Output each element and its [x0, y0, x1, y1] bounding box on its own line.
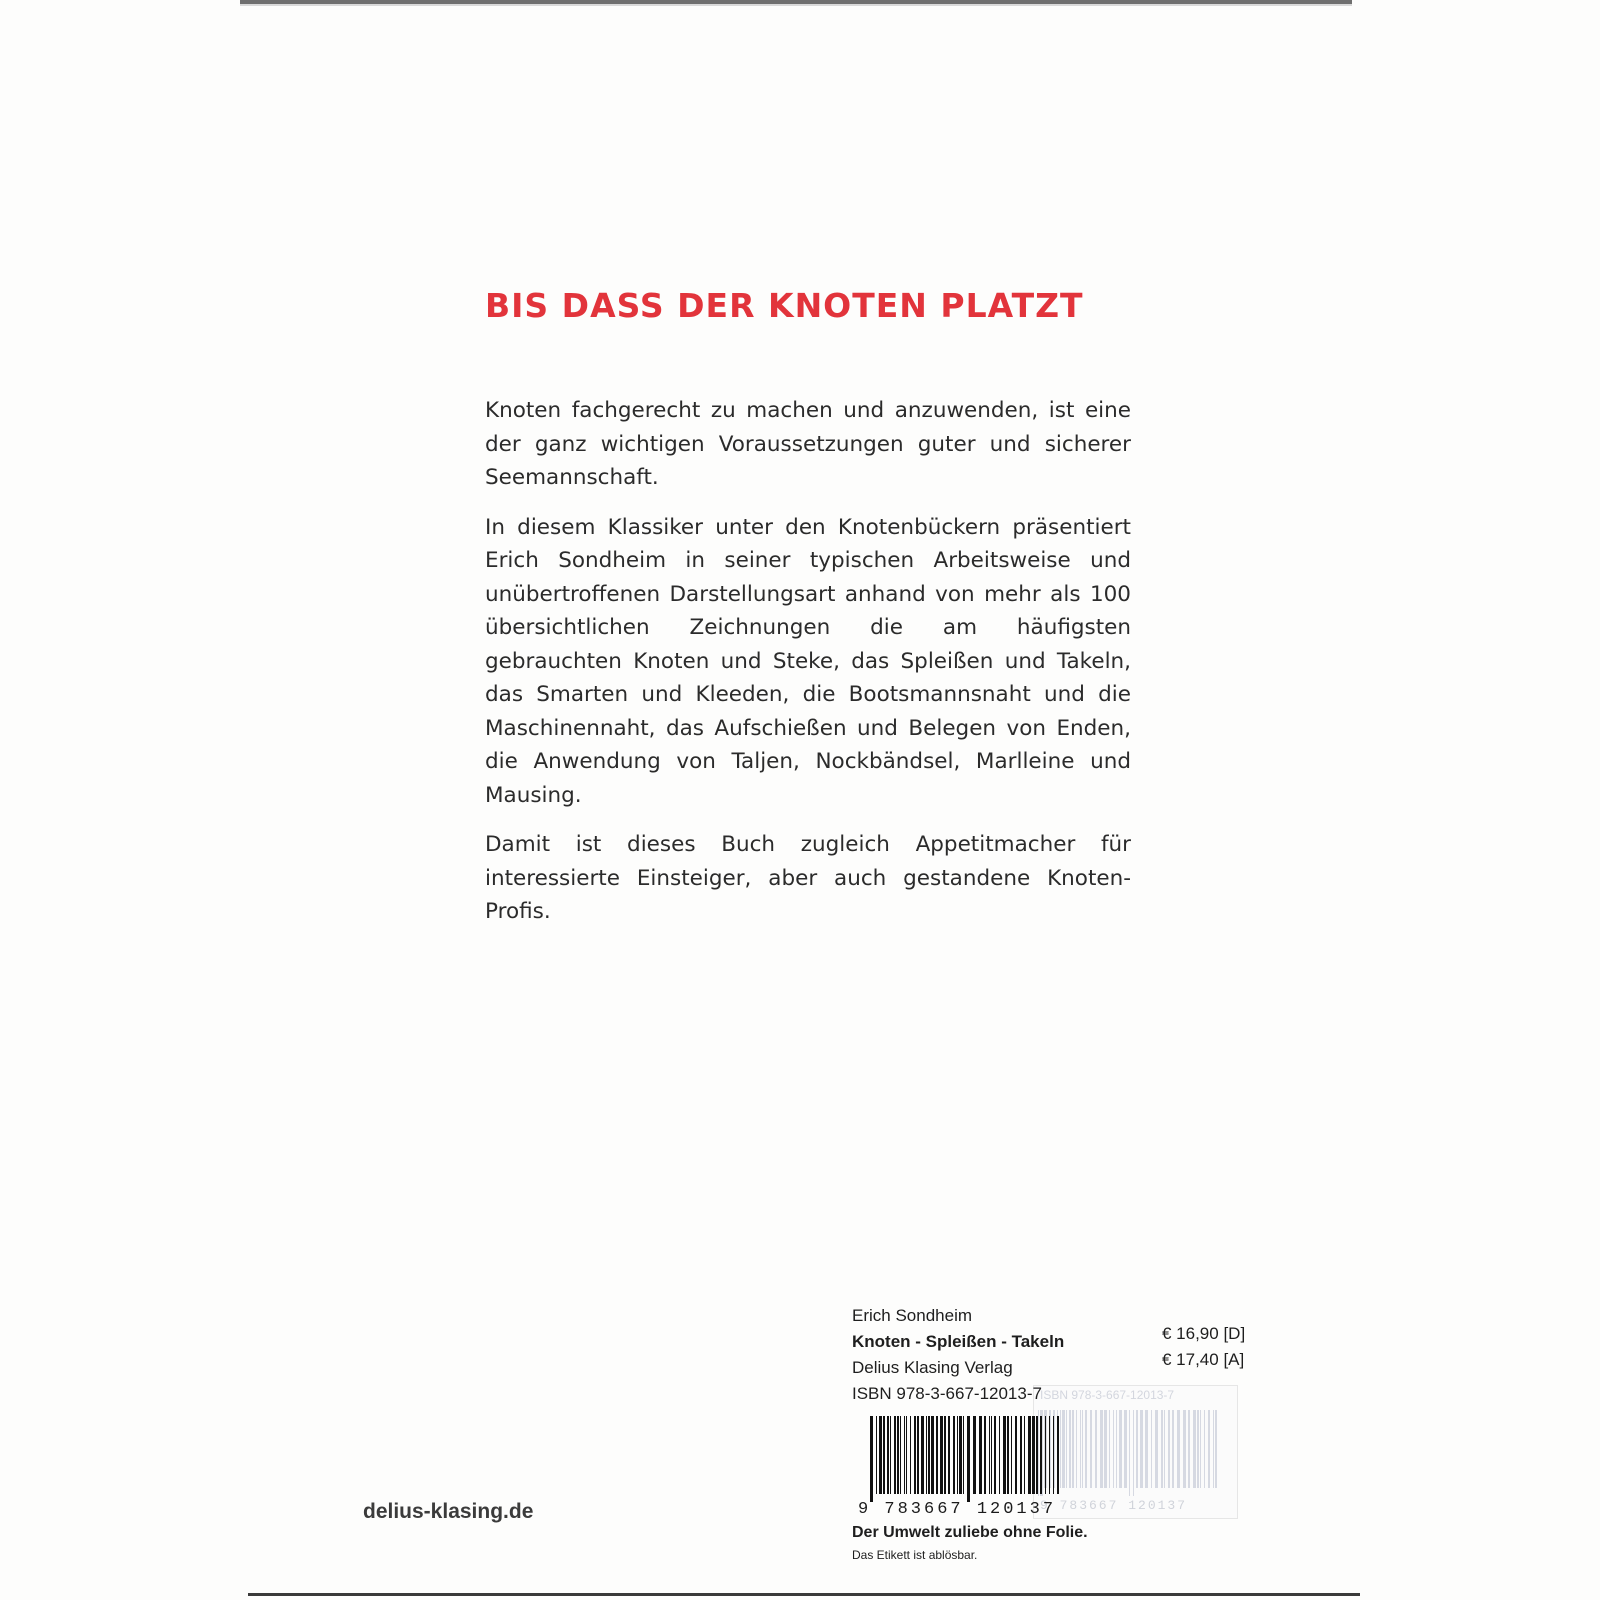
barcode-bar — [1155, 1410, 1158, 1488]
barcode-bar — [1104, 1410, 1107, 1488]
barcode-bar — [931, 1416, 934, 1494]
barcode-bar — [910, 1416, 911, 1494]
barcode-bar — [948, 1416, 950, 1494]
barcode-bar — [876, 1416, 877, 1494]
barcode-bar — [1053, 1416, 1054, 1494]
barcode-bar — [1085, 1410, 1087, 1488]
barcode-bar — [914, 1416, 916, 1494]
blurb-paragraph: Knoten fachgerecht zu machen und anzuwenden, ist eine der ganz wichtigen Voraussetzungen guter und sicherer Seemannschaft. — [485, 398, 1131, 490]
barcode-bar — [1119, 1410, 1122, 1488]
barcode-bar — [890, 1416, 891, 1494]
barcode-bar — [991, 1416, 992, 1494]
barcode-bar — [979, 1416, 982, 1494]
barcode-bar — [1168, 1410, 1170, 1488]
label-author: Erich Sondheim — [852, 1306, 973, 1325]
barcode-bar — [1172, 1410, 1174, 1488]
blurb — [485, 394, 1131, 945]
barcode-bar — [1200, 1410, 1201, 1488]
ghost-barcode-digits: 9 783667 120137 — [1040, 1498, 1188, 1513]
barcode-bar — [936, 1416, 938, 1494]
barcode-bar — [1057, 1416, 1059, 1494]
barcode-bar — [1032, 1416, 1035, 1494]
barcode-bar — [894, 1416, 896, 1494]
barcode-bar — [989, 1416, 990, 1494]
bottom-edge — [248, 1593, 1360, 1596]
barcode-bar — [1124, 1410, 1127, 1488]
barcode-bar — [1164, 1410, 1165, 1488]
barcode — [870, 1416, 1070, 1502]
barcode-bar — [1003, 1416, 1006, 1494]
label-isbn: ISBN 978-3-667-12013-7 — [852, 1384, 1042, 1403]
barcode-bar — [994, 1416, 996, 1494]
barcode-bar — [1161, 1410, 1163, 1488]
barcode-bar — [1072, 1410, 1074, 1488]
barcode-bar — [900, 1416, 901, 1494]
barcode-bar — [1109, 1410, 1110, 1488]
barcode-bar — [1007, 1416, 1009, 1494]
barcode-bar — [1020, 1416, 1022, 1494]
barcode-bar — [973, 1416, 976, 1494]
barcode-bar — [926, 1416, 927, 1494]
publisher-website: delius-klasing.de — [363, 1500, 534, 1523]
barcode-bar — [1080, 1410, 1081, 1488]
barcode-bar — [1076, 1410, 1077, 1488]
barcode-bar — [1151, 1410, 1152, 1488]
barcode-bar — [963, 1416, 964, 1494]
barcode-bar — [1215, 1410, 1217, 1488]
barcode-bar — [1133, 1410, 1134, 1496]
barcode-bar — [928, 1416, 930, 1494]
barcode-bar — [1183, 1410, 1186, 1488]
barcode-bar — [1040, 1416, 1042, 1494]
barcode-bar — [1140, 1410, 1143, 1488]
barcode-bar — [957, 1416, 958, 1494]
label-title: Knoten - Spleißen - Takeln — [852, 1332, 1065, 1351]
barcode-bar — [1129, 1410, 1130, 1496]
barcode-bar — [1193, 1410, 1196, 1488]
barcode-bar — [1049, 1416, 1050, 1494]
barcode-bar — [1036, 1416, 1038, 1494]
barcode-bar — [1082, 1410, 1083, 1488]
barcode-bar — [906, 1416, 907, 1494]
barcode-bar — [879, 1416, 882, 1494]
top-edge-shadow — [240, 4, 1352, 6]
blurb-paragraph: Damit ist dieses Buch zugleich Appetitmacher für interessierte Einsteiger, aber auch gestandene Knoten-Profis. — [485, 832, 1131, 924]
barcode-bar — [1204, 1410, 1205, 1488]
barcode-bar — [887, 1416, 889, 1494]
barcode-bar — [870, 1416, 873, 1502]
barcode-bar — [1011, 1416, 1012, 1494]
price-austria: € 17,40 [A] — [1162, 1350, 1245, 1369]
barcode-bar — [959, 1416, 962, 1494]
barcode-bar — [1208, 1410, 1210, 1488]
barcode-bar — [1015, 1416, 1017, 1494]
ghost-isbn: ISBN 978-3-667-12013-7 — [1040, 1388, 1175, 1402]
barcode-bar — [897, 1416, 899, 1494]
barcode-bar — [1045, 1416, 1046, 1494]
barcode-bar — [1177, 1410, 1180, 1488]
barcode-bar — [944, 1416, 946, 1494]
label-note: Das Etikett ist ablösbar. — [852, 1548, 978, 1562]
barcode-bar — [1213, 1410, 1214, 1488]
barcode-bar — [967, 1416, 970, 1502]
barcode-bar — [883, 1416, 885, 1494]
barcode-bar — [1188, 1410, 1190, 1488]
barcode-bar — [917, 1416, 919, 1494]
barcode-bar — [1024, 1416, 1025, 1494]
barcode-bar — [1136, 1410, 1138, 1488]
barcode-bar — [904, 1416, 905, 1494]
barcode-bar — [1095, 1410, 1097, 1488]
barcode-digits: 9 783667 120137 — [858, 1500, 1057, 1519]
barcode-bar — [999, 1416, 1000, 1494]
barcode-bar — [984, 1416, 986, 1494]
barcode-bar — [1145, 1410, 1148, 1488]
barcode-bar — [940, 1416, 943, 1494]
barcode-bar — [953, 1416, 955, 1494]
barcode-bar — [1100, 1410, 1103, 1488]
label-publisher: Delius Klasing Verlag — [852, 1358, 1013, 1377]
barcode-bar — [921, 1416, 924, 1494]
barcode-bar — [1197, 1410, 1199, 1488]
eco-note: Der Umwelt zuliebe ohne Folie. — [852, 1524, 1088, 1541]
barcode-bar — [1028, 1416, 1031, 1494]
barcode-bar — [1113, 1410, 1114, 1488]
blurb-paragraph: In diesem Klassiker unter den Knotenbückern präsentiert Erich Sondheim in seiner typischen Arbeitsweise und unübertroffenen Darstellungsart anhand von mehr als 100 übersichtlichen Zeichnungen die am häufigsten gebrauchten Knoten und Steke, das Spleißen und Takeln, das Smarten und Kleeden, die Bootsmannsnaht und die Maschinennaht, das Aufschießen und Belegen von Enden, die Anwendung von Taljen, Nockbändsel, Marlleine und Mausing. — [485, 514, 1131, 808]
barcode-bar — [1090, 1410, 1092, 1488]
barcode-bar — [1116, 1410, 1117, 1488]
cover-headline: BIS DASS DER KNOTEN PLATZT — [485, 286, 1084, 325]
price-germany: € 16,90 [D] — [1162, 1324, 1246, 1343]
